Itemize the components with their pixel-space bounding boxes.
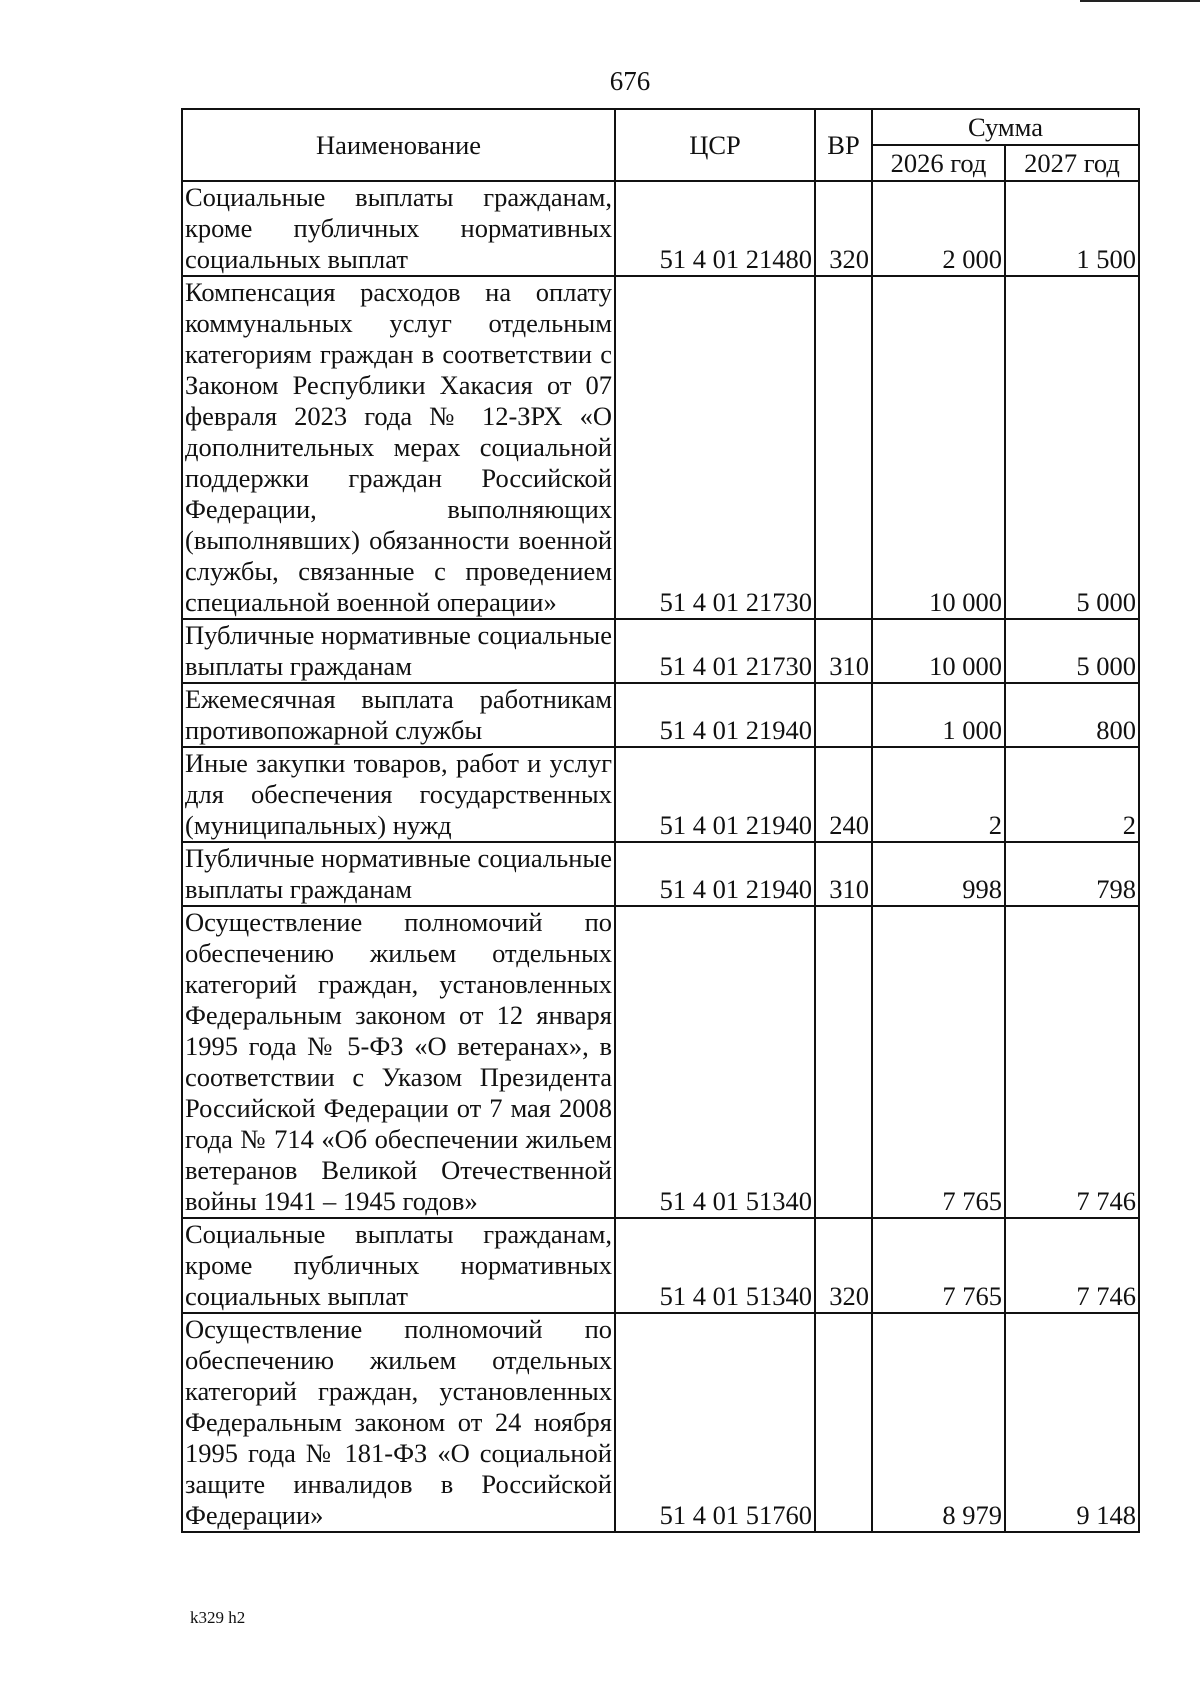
row-2026: 8 979: [872, 1313, 1005, 1532]
row-vr: 320: [815, 181, 872, 276]
header-name: Наименование: [182, 109, 615, 181]
table-row: [182, 276, 1139, 619]
row-2026: 7 765: [872, 906, 1005, 1218]
header-row: [182, 109, 1139, 145]
footer-code: k329 h2: [190, 1608, 246, 1627]
row-2027: 9 148: [1005, 1313, 1139, 1532]
row-2027: 5 000: [1005, 276, 1139, 619]
row-csr: 51 4 01 51340: [615, 906, 815, 1218]
row-vr: 320: [815, 1218, 872, 1313]
row-2027: 798: [1005, 842, 1139, 906]
header-year-2026: 2026 год: [872, 145, 1005, 181]
row-2027: 2: [1005, 747, 1139, 842]
budget-table: [181, 108, 1140, 1533]
table-row: [182, 842, 1139, 906]
row-csr: 51 4 01 21730: [615, 276, 815, 619]
row-2026: 10 000: [872, 619, 1005, 683]
row-name: Осуществление полномочий по обеспечению жильем отдельных категорий граждан, установленных Федеральным законом от 24 ноября 1995 года № 181-ФЗ «О социальной защите инвалидов в Российской Федерации»: [182, 1313, 615, 1532]
row-csr: 51 4 01 21940: [615, 842, 815, 906]
row-name: Публичные нормативные социальные выплаты гражданам: [182, 842, 615, 906]
row-vr: [815, 1313, 872, 1532]
row-2026: 10 000: [872, 276, 1005, 619]
header-csr: ЦСР: [615, 109, 815, 181]
row-vr: 310: [815, 842, 872, 906]
row-vr: 240: [815, 747, 872, 842]
row-vr: 310: [815, 619, 872, 683]
row-name: Иные закупки товаров, работ и услуг для обеспечения государственных (муниципальных) нужд: [182, 747, 615, 842]
page-number: 676: [609, 66, 651, 96]
header-year-2027: 2027 год: [1005, 145, 1139, 181]
row-vr: [815, 683, 872, 747]
row-2027: 7 746: [1005, 1218, 1139, 1313]
row-2026: 7 765: [872, 1218, 1005, 1313]
table-row: [182, 906, 1139, 1218]
row-name: Осуществление полномочий по обеспечению жильем отдельных категорий граждан, установленных Федеральным законом от 12 января 1995 года № 5-ФЗ «О ветеранах», в соответствии с Указом Президента Российской Федерации от 7 мая 2008 года № 714 «Об обеспечении жильем ветеранов Великой Отечественной войны 1941 – 1945 годов»: [182, 906, 615, 1218]
table-row: [182, 747, 1139, 842]
row-2026: 1 000: [872, 683, 1005, 747]
table-row: [182, 1313, 1139, 1532]
row-name: Ежемесячная выплата работникам противопожарной службы: [182, 683, 615, 747]
row-2027: 1 500: [1005, 181, 1139, 276]
row-csr: 51 4 01 21940: [615, 683, 815, 747]
row-name: Социальные выплаты гражданам, кроме публичных нормативных социальных выплат: [182, 1218, 615, 1313]
row-csr: 51 4 01 21940: [615, 747, 815, 842]
row-name: Социальные выплаты гражданам, кроме публичных нормативных социальных выплат: [182, 181, 615, 276]
row-csr: 51 4 01 51340: [615, 1218, 815, 1313]
row-2026: 2 000: [872, 181, 1005, 276]
scan-edge-line: [1080, 0, 1200, 2]
row-vr: [815, 276, 872, 619]
row-2027: 5 000: [1005, 619, 1139, 683]
table-row: [182, 1218, 1139, 1313]
row-name: Компенсация расходов на оплату коммунальных услуг отдельным категориям граждан в соответствии с Законом Республики Хакасия от 07 февраля 2023 года № 12-ЗРХ «О дополнительных мерах социальной поддержки граждан Российской Федерации, выполняющих (выполнявших) обязанности военной службы, связанные с проведением специальной военной операции»: [182, 276, 615, 619]
table-row: [182, 619, 1139, 683]
header-sum: Сумма: [872, 109, 1139, 145]
table-body: [182, 181, 1139, 1532]
row-csr: 51 4 01 21730: [615, 619, 815, 683]
row-2027: 800: [1005, 683, 1139, 747]
row-2026: 998: [872, 842, 1005, 906]
row-name: Публичные нормативные социальные выплаты гражданам: [182, 619, 615, 683]
row-vr: [815, 906, 872, 1218]
row-2027: 7 746: [1005, 906, 1139, 1218]
row-2026: 2: [872, 747, 1005, 842]
row-csr: 51 4 01 51760: [615, 1313, 815, 1532]
header-vr: ВР: [815, 109, 872, 181]
table-row: [182, 181, 1139, 276]
row-csr: 51 4 01 21480: [615, 181, 815, 276]
table-row: [182, 683, 1139, 747]
